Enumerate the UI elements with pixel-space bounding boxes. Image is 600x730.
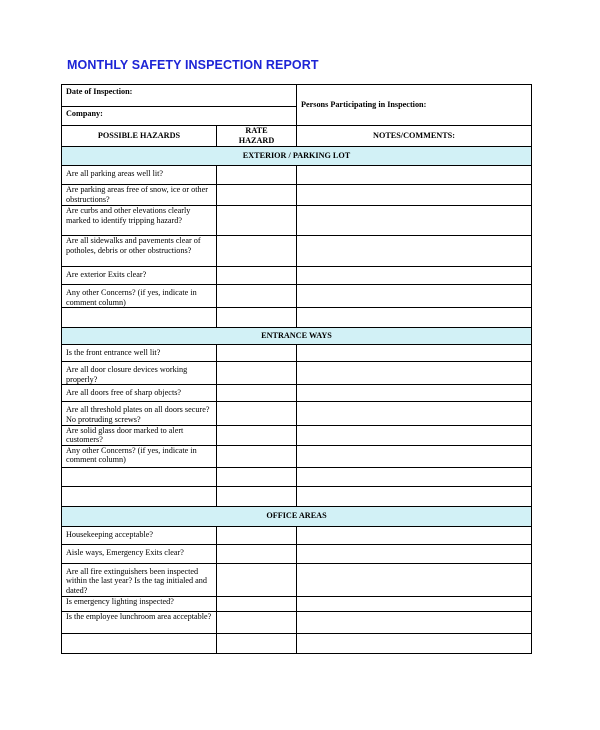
column-header-row <box>62 126 532 147</box>
table-row <box>62 526 532 544</box>
question-cell: Any other Concerns? (if yes, indicate in comment column) <box>62 445 217 467</box>
col-header-notes: NOTES/COMMENTS: <box>297 126 532 147</box>
rate-cell[interactable] <box>217 445 297 467</box>
table-row <box>62 185 532 206</box>
question-cell[interactable] <box>62 486 217 506</box>
table-row <box>62 425 532 445</box>
rate-cell[interactable] <box>217 544 297 563</box>
notes-cell[interactable] <box>297 385 532 402</box>
table-row <box>62 206 532 236</box>
notes-cell[interactable] <box>297 633 532 653</box>
table-row <box>62 267 532 285</box>
persons-participating-field[interactable]: Persons Participating in Inspection: <box>297 85 532 126</box>
question-cell: Are parking areas free of snow, ice or other obstructions? <box>62 185 217 206</box>
question-cell: Are all door closure devices working properly? <box>62 362 217 385</box>
table-row <box>62 236 532 267</box>
table-row <box>62 362 532 385</box>
notes-cell[interactable] <box>297 425 532 445</box>
question-cell: Aisle ways, Emergency Exits clear? <box>62 544 217 563</box>
col-header-rate: RATE HAZARD <box>217 126 297 147</box>
question-cell: Are all threshold plates on all doors secure? No protruding screws? <box>62 402 217 425</box>
rate-cell[interactable] <box>217 308 297 328</box>
section-title: EXTERIOR / PARKING LOT <box>62 147 532 166</box>
rate-cell[interactable] <box>217 563 297 596</box>
company-field[interactable]: Company: <box>62 107 297 126</box>
rate-cell[interactable] <box>217 385 297 402</box>
notes-cell[interactable] <box>297 285 532 308</box>
header-row-date <box>62 85 532 107</box>
rate-cell[interactable] <box>217 362 297 385</box>
table-row <box>62 285 532 308</box>
question-cell: Is emergency lighting inspected? <box>62 596 217 611</box>
rate-cell[interactable] <box>217 596 297 611</box>
notes-cell[interactable] <box>297 544 532 563</box>
notes-cell[interactable] <box>297 308 532 328</box>
rate-cell[interactable] <box>217 166 297 185</box>
question-cell: Are all doors free of sharp objects? <box>62 385 217 402</box>
table-row-blank <box>62 486 532 506</box>
notes-cell[interactable] <box>297 611 532 633</box>
rate-cell[interactable] <box>217 611 297 633</box>
table-row-blank <box>62 467 532 486</box>
notes-cell[interactable] <box>297 267 532 285</box>
rate-cell[interactable] <box>217 185 297 206</box>
rate-cell[interactable] <box>217 402 297 425</box>
table-row <box>62 445 532 467</box>
table-row-blank <box>62 633 532 653</box>
date-of-inspection-field[interactable]: Date of Inspection: <box>62 85 297 107</box>
question-cell[interactable] <box>62 467 217 486</box>
table-row-blank <box>62 308 532 328</box>
question-cell: Are all parking areas well lit? <box>62 166 217 185</box>
rate-cell[interactable] <box>217 486 297 506</box>
notes-cell[interactable] <box>297 563 532 596</box>
question-cell: Are solid glass door marked to alert customers? <box>62 425 217 445</box>
notes-cell[interactable] <box>297 526 532 544</box>
section-header-office <box>62 506 532 526</box>
table-row <box>62 563 532 596</box>
notes-cell[interactable] <box>297 596 532 611</box>
table-row <box>62 402 532 425</box>
notes-cell[interactable] <box>297 236 532 267</box>
notes-cell[interactable] <box>297 166 532 185</box>
question-cell[interactable] <box>62 633 217 653</box>
question-cell: Any other Concerns? (if yes, indicate in comment column) <box>62 285 217 308</box>
question-cell[interactable] <box>62 308 217 328</box>
notes-cell[interactable] <box>297 402 532 425</box>
table-row <box>62 596 532 611</box>
notes-cell[interactable] <box>297 445 532 467</box>
table-row <box>62 544 532 563</box>
rate-cell[interactable] <box>217 425 297 445</box>
question-cell: Housekeeping acceptable? <box>62 526 217 544</box>
rate-cell[interactable] <box>217 285 297 308</box>
notes-cell[interactable] <box>297 206 532 236</box>
page-title: MONTHLY SAFETY INSPECTION REPORT <box>67 58 319 72</box>
section-header-exterior <box>62 147 532 166</box>
question-cell: Are all fire extinguishers been inspected within the last year? Is the tag initialed and dated? <box>62 563 217 596</box>
rate-cell[interactable] <box>217 236 297 267</box>
rate-cell[interactable] <box>217 206 297 236</box>
notes-cell[interactable] <box>297 467 532 486</box>
section-title: ENTRANCE WAYS <box>62 328 532 345</box>
rate-cell[interactable] <box>217 633 297 653</box>
rate-cell[interactable] <box>217 526 297 544</box>
table-row <box>62 611 532 633</box>
notes-cell[interactable] <box>297 486 532 506</box>
table-row <box>62 345 532 362</box>
question-cell: Are exterior Exits clear? <box>62 267 217 285</box>
section-header-entrance <box>62 328 532 345</box>
notes-cell[interactable] <box>297 185 532 206</box>
table-row <box>62 166 532 185</box>
table-row <box>62 385 532 402</box>
notes-cell[interactable] <box>297 362 532 385</box>
question-cell: Are curbs and other elevations clearly marked to identify tripping hazard? <box>62 206 217 236</box>
rate-cell[interactable] <box>217 467 297 486</box>
section-title: OFFICE AREAS <box>62 506 532 526</box>
rate-cell[interactable] <box>217 345 297 362</box>
notes-cell[interactable] <box>297 345 532 362</box>
rate-cell[interactable] <box>217 267 297 285</box>
question-cell: Are all sidewalks and pavements clear of potholes, debris or other obstructions? <box>62 236 217 267</box>
col-header-hazards: POSSIBLE HAZARDS <box>62 126 217 147</box>
inspection-table <box>61 84 532 654</box>
question-cell: Is the employee lunchroom area acceptable? <box>62 611 217 633</box>
question-cell: Is the front entrance well lit? <box>62 345 217 362</box>
